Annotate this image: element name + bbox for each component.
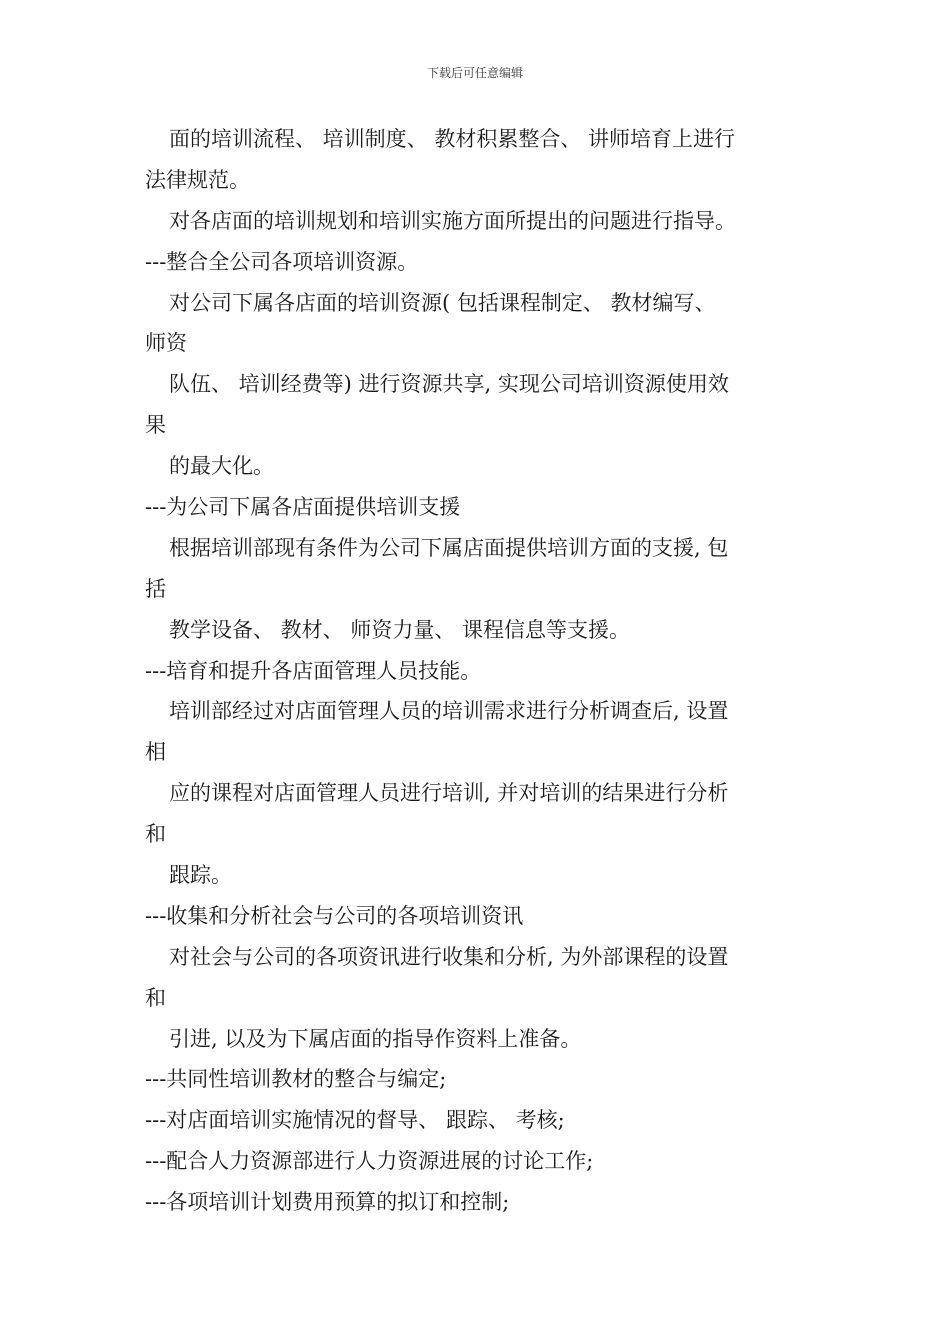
text-line: 和 xyxy=(145,985,166,1010)
text-line: 面的培训流程、 培训制度、 教材积累整合、 讲师培育上进行 xyxy=(169,127,736,151)
text-line: 对社会与公司的各项资讯进行收集和分析, 为外部课程的设置 xyxy=(169,944,729,969)
text-line: 相 xyxy=(145,740,166,765)
text-line: ---为公司下属各店面提供培训支援 xyxy=(145,495,461,520)
text-line: 根据培训部现有条件为公司下属店面提供培训方面的支援, 包 xyxy=(169,535,729,560)
text-line: ---共同性培训教材的整合与编定; xyxy=(145,1067,447,1092)
text-line: ---培育和提升各店面管理人员技能。 xyxy=(145,658,482,683)
text-line: 引进, 以及为下属店面的指导作资料上准备。 xyxy=(169,1026,582,1051)
text-line: 教学设备、 教材、 师资力量、 课程信息等支援。 xyxy=(169,617,631,642)
text-line: 应的课程对店面管理人员进行培训, 并对培训的结果进行分析 xyxy=(169,781,729,806)
text-line: 培训部经过对店面管理人员的培训需求进行分析调查后, 设置 xyxy=(169,699,729,724)
text-line: 对各店面的培训规划和培训实施方面所提出的问题进行指导。 xyxy=(169,208,736,233)
document-body xyxy=(145,119,815,1223)
text-line: ---整合全公司各项培训资源。 xyxy=(145,249,419,274)
page-header-note: 下载后可任意编辑 xyxy=(426,66,523,80)
text-line: 队伍、 培训经费等) 进行资源共享, 实现公司培训资源使用效 xyxy=(169,372,729,397)
text-line: ---对店面培训实施情况的督导、 跟踪、 考核; xyxy=(145,1108,565,1133)
text-line: 果 xyxy=(145,413,166,438)
text-line: 跟踪。 xyxy=(169,863,232,888)
text-line: ---各项培训计划费用预算的拟订和控制; xyxy=(145,1190,510,1215)
text-line: ---配合人力资源部进行人力资源进展的讨论工作; xyxy=(145,1149,594,1174)
text-line: 和 xyxy=(145,822,166,847)
text-line: 对公司下属各店面的培训资源( 包括课程制定、 教材编写、 xyxy=(169,290,716,315)
text-line: 括 xyxy=(145,576,166,601)
text-line: 法律规范。 xyxy=(145,167,250,192)
text-line: 的最大化。 xyxy=(169,454,274,479)
text-line: 师资 xyxy=(145,331,187,356)
text-line: ---收集和分析社会与公司的各项培训资讯 xyxy=(145,903,524,928)
